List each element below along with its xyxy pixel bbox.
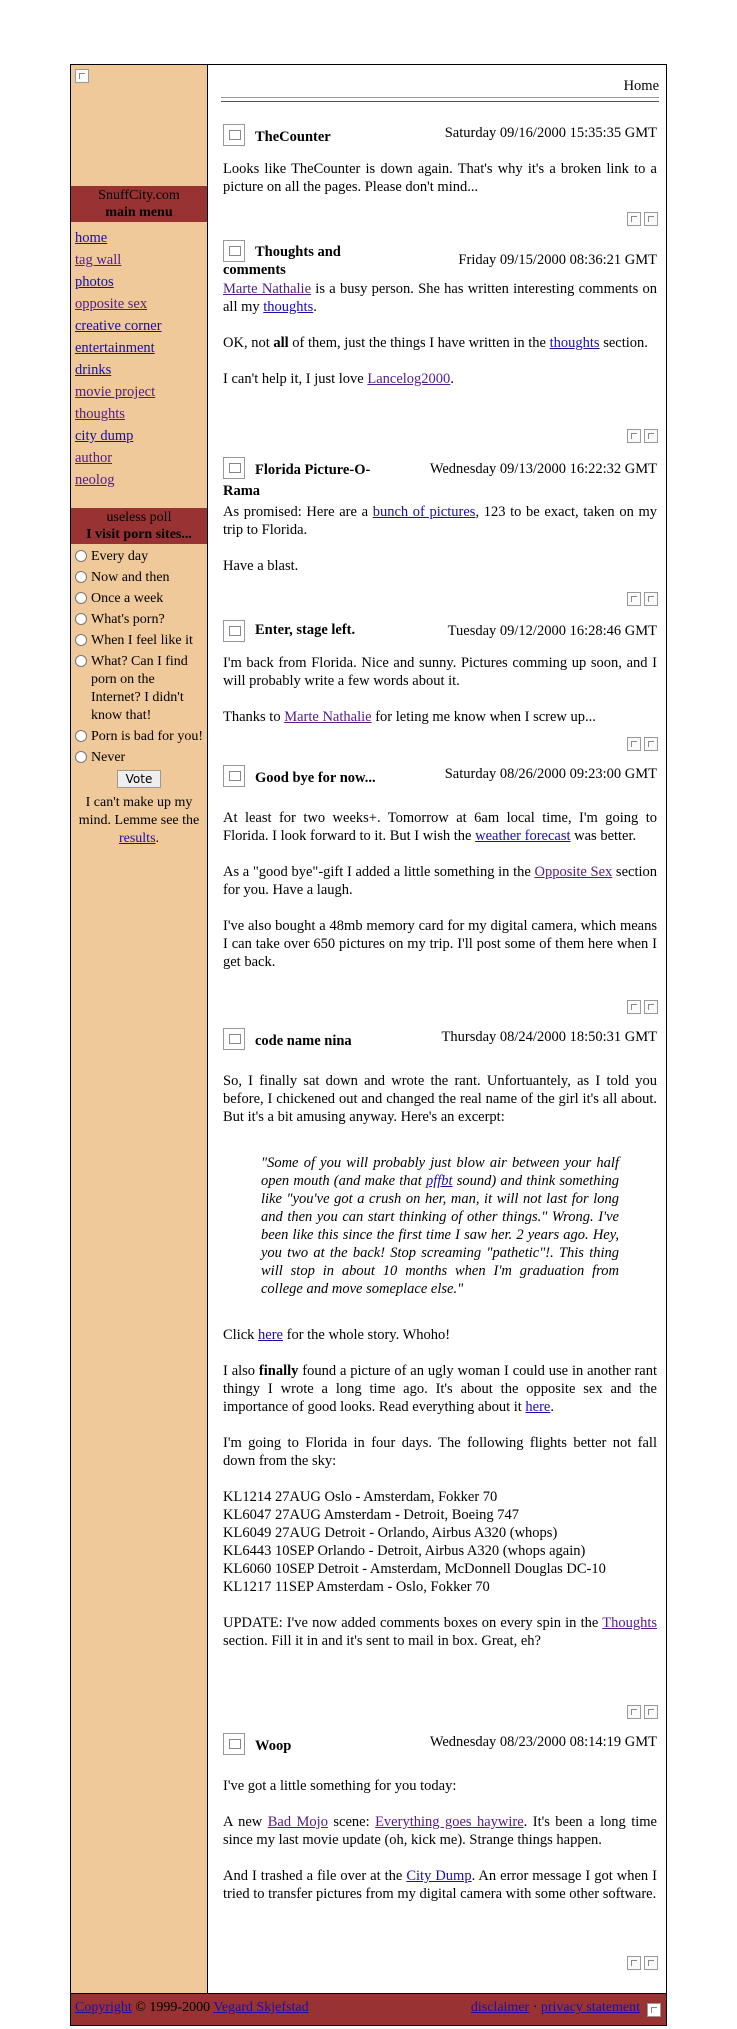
post-title: Florida Picture-O-Rama: [223, 462, 371, 499]
author-link[interactable]: Vegard Skjefstad: [213, 2000, 309, 2015]
everything-goes-haywire-link[interactable]: Everything goes haywire: [375, 1814, 524, 1830]
post-paragraph: Have a blast.: [223, 558, 299, 574]
menu-item-entertainment: [75, 337, 207, 359]
menu-link-photos[interactable]: photos: [75, 274, 114, 290]
menu-item-movie-project: [75, 381, 207, 403]
menu-link-neolog[interactable]: neolog: [75, 472, 115, 488]
thoughts-link[interactable]: Thoughts: [602, 1615, 657, 1631]
poll-title: useless poll: [106, 510, 172, 525]
post-paragraph: Marte Nathalie is a busy person. She has written interesting comments on all my thoughts.: [223, 281, 657, 315]
poll-radio[interactable]: [75, 634, 87, 646]
poll-question: I visit porn sites...: [86, 527, 192, 542]
post-title: Good bye for now...: [255, 770, 376, 786]
broken-image-icon[interactable]: [627, 212, 641, 226]
footer-right: disclaimer · privacy statement: [470, 2000, 640, 2015]
breadcrumb-home: Home: [623, 78, 659, 94]
post-footer-icons: [624, 592, 658, 606]
broken-image-icon[interactable]: [627, 1705, 641, 1719]
broken-image-icon[interactable]: [627, 1956, 641, 1970]
post-date: Tuesday 09/12/2000 16:28:46 GMT: [447, 623, 657, 639]
city-dump-link[interactable]: City Dump: [406, 1868, 472, 1884]
thoughts-link[interactable]: thoughts: [263, 299, 314, 315]
flight-item: KL6443 10SEP Orlando - Detroit, Airbus A320 (whops again): [223, 1543, 586, 1559]
post-paragraph: Thanks to Marte Nathalie for leting me know when I screw up...: [223, 709, 596, 725]
post-footer-icons: [624, 737, 658, 751]
post-header: [223, 240, 657, 280]
menu-item-opposite-sex: [75, 293, 207, 315]
poll-radio[interactable]: [75, 655, 87, 667]
site-name: SnuffCity.com: [98, 188, 180, 203]
menu-item-home: [75, 227, 207, 249]
menu-link-home[interactable]: home: [75, 230, 108, 246]
post: [223, 1733, 657, 1921]
post-date: Thursday 08/24/2000 18:50:31 GMT: [441, 1029, 657, 1045]
menu-item-thoughts: [75, 403, 207, 425]
main-menu: [71, 227, 207, 491]
flight-item: KL6049 27AUG Detroit - Orlando, Airbus A320 (whops): [223, 1525, 558, 1541]
post-title: Enter, stage left.: [255, 622, 356, 638]
post-body: [223, 280, 657, 388]
poll-radio[interactable]: [75, 613, 87, 625]
post: [223, 620, 657, 744]
footer: [71, 1993, 666, 2025]
post-title: TheCounter: [255, 129, 331, 145]
marte-nathalie-link[interactable]: Marte Nathalie: [284, 709, 372, 725]
post-paragraph: I can't help it, I just love Lancelog2000.: [223, 371, 454, 387]
post-date: Wednesday 09/13/2000 16:22:32 GMT: [429, 461, 657, 477]
post-body: [223, 809, 657, 971]
broken-image-icon[interactable]: [627, 429, 641, 443]
menu-item-creative-corner: [75, 315, 207, 337]
flight-item: KL6060 10SEP Detroit - Amsterdam, McDonnell Douglas DC-10: [223, 1561, 606, 1577]
post-date: Saturday 09/16/2000 15:35:35 GMT: [444, 125, 657, 141]
post-paragraph: As a "good bye"-gift I added a little something in the Opposite Sex section for you. Have a laugh.: [223, 864, 658, 898]
post: [223, 457, 657, 593]
broken-image-icon[interactable]: [627, 737, 641, 751]
post-icon: [223, 620, 245, 642]
menu-item-city-dump: [75, 425, 207, 447]
poll-option[interactable]: Never: [75, 749, 203, 767]
post-title: Woop: [255, 1738, 292, 1754]
thoughts-link[interactable]: thoughts: [549, 335, 600, 351]
post-header: [223, 124, 657, 160]
post-icon: [223, 124, 245, 146]
broken-image-icon[interactable]: [644, 212, 658, 226]
post-date: Friday 09/15/2000 08:36:21 GMT: [458, 252, 657, 268]
post-footer-icons: [624, 429, 658, 443]
post-footer-icons: [624, 212, 658, 226]
post-paragraph: Looks like TheCounter is down again. That's why it's a broken link to a picture on all the pages. Please don't mind...: [223, 161, 657, 195]
pffbt-link[interactable]: pffbt: [425, 1173, 453, 1189]
menu-link-drinks[interactable]: drinks: [75, 362, 112, 378]
copyright-link[interactable]: Copyright: [75, 2000, 132, 2015]
menu-link-thoughts[interactable]: thoughts: [75, 406, 125, 422]
poll-note: I can't make up my mind. Lemme see the results.: [78, 795, 200, 846]
poll-header: [71, 508, 207, 544]
privacy-statement-link[interactable]: privacy statement: [540, 2000, 640, 2015]
poll-radio[interactable]: [75, 730, 87, 742]
pictures-link[interactable]: bunch of pictures: [372, 504, 476, 520]
post-footer-icons: [624, 1000, 658, 1014]
menu-item-drinks: [75, 359, 207, 381]
flight-list: [223, 1488, 657, 1596]
poll-option[interactable]: Once a week: [75, 590, 203, 608]
menu-link-entertainment[interactable]: entertainment: [75, 340, 155, 356]
page-frame: [70, 64, 667, 2026]
vote-button[interactable]: Vote: [117, 770, 162, 788]
broken-image-icon[interactable]: [644, 592, 658, 606]
post-paragraph: At least for two weeks+. Tomorrow at 6am local time, I'm going to Florida. I look forward to it. But I wish the weather forecast was better.: [223, 810, 657, 844]
poll-radio[interactable]: [75, 571, 87, 583]
post-paragraph: So, I finally sat down and wrote the rant. Unfortuantely, as I told you before, I chickened out and changed the real name of the girl it's all about. But it's a bit amusing anyway. Here's an excerpt:: [223, 1073, 657, 1125]
whole-story-link[interactable]: here: [258, 1327, 283, 1343]
post-paragraph: I'm back from Florida. Nice and sunny. Pictures comming up soon, and I will probably write a few words about it.: [223, 655, 657, 689]
menu-item-neolog: [75, 469, 207, 491]
broken-image-icon: [75, 69, 89, 83]
post-header: [223, 765, 657, 809]
poll-radio[interactable]: [75, 751, 87, 763]
post-body: [223, 160, 657, 196]
post-paragraph: I'm going to Florida in four days. The following flights better not fall down from the sky:: [223, 1435, 657, 1469]
lancelog-link[interactable]: Lancelog2000: [367, 371, 451, 387]
post-icon: [223, 1028, 245, 1050]
poll-option[interactable]: What? Can I find porn on the Internet? I didn't know that!: [75, 653, 203, 725]
menu-item-tag-wall: [75, 249, 207, 271]
broken-image-icon[interactable]: [627, 592, 641, 606]
post-body: [223, 503, 657, 575]
post-body: [223, 1777, 657, 1903]
main-menu-header: [71, 186, 207, 222]
poll-option[interactable]: Porn is bad for you!: [75, 728, 203, 746]
menu-link-creative-corner[interactable]: creative corner: [75, 318, 162, 334]
post-header: [223, 620, 657, 654]
broken-image-icon[interactable]: [644, 1705, 658, 1719]
menu-item-author: [75, 447, 207, 469]
flight-item: KL6047 27AUG Amsterdam - Detroit, Boeing 747: [223, 1507, 520, 1523]
post-paragraph: OK, not all of them, just the things I have written in the thoughts section.: [223, 335, 648, 351]
post-paragraph: Click here for the whole story. Whoho!: [223, 1327, 451, 1343]
top-divider: [221, 97, 659, 102]
main-menu-title: main menu: [105, 205, 173, 220]
menu-link-opposite-sex[interactable]: opposite sex: [75, 296, 148, 312]
post-icon: [223, 765, 245, 787]
broken-image-icon[interactable]: [644, 1956, 658, 1970]
rant-excerpt: "Some of you will probably just blow air between your half open mouth (and make that pffbt sound) and think something like "you've got a crush on her, man, it will not last for long and then you can start thinking of other things." Wrong. I've been like this since the first time I saw her. 2 years ago. Hey, you two at the back! Stop screaming "pathetic"!. This thing will stop in about 10 months when I'm graduation from college and move someplace else.": [261, 1155, 619, 1297]
menu-item-photos: [75, 271, 207, 293]
menu-link-author[interactable]: author: [75, 450, 113, 466]
post-paragraph: A new Bad Mojo scene: Everything goes haywire. It's been a long time since my last movie update (oh, kick me). Strange things happen.: [223, 1814, 657, 1848]
post-paragraph: I also finally found a picture of an ugly woman I could use in another rant thingy I wrote a long time ago. It's about the opposite sex and the importance of good looks. Read everything about it here.: [223, 1363, 657, 1415]
post-date: Wednesday 08/23/2000 08:14:19 GMT: [429, 1734, 657, 1750]
flight-item: KL1214 27AUG Oslo - Amsterdam, Fokker 70: [223, 1489, 498, 1505]
post-paragraph: And I trashed a file over at the City Dump. An error message I got when I tried to transfer pictures from my digital camera with some other software.: [223, 1868, 658, 1902]
marte-nathalie-link[interactable]: Marte Nathalie: [223, 281, 312, 297]
post-title: Thoughts and comments: [223, 244, 341, 278]
ugly-woman-rant-link[interactable]: here: [525, 1399, 551, 1415]
post-paragraph: I've also bought a 48mb memory card for my digital camera, which means I can take over 650 pictures on my trip. I'll post some of them here when I get back.: [223, 918, 657, 970]
post-title: code name nina: [255, 1033, 352, 1049]
poll-option[interactable]: Every day: [75, 548, 203, 566]
post: [223, 765, 657, 989]
post-date: Saturday 08/26/2000 09:23:00 GMT: [444, 766, 657, 782]
poll-results-link[interactable]: results: [118, 831, 156, 846]
post-header: [223, 1733, 657, 1777]
sidebar: [71, 65, 208, 1993]
post: [223, 124, 657, 214]
flight-item: KL1217 11SEP Amsterdam - Oslo, Fokker 70: [223, 1579, 490, 1595]
post-footer-icons: [624, 1705, 658, 1719]
bad-mojo-link[interactable]: Bad Mojo: [267, 1814, 328, 1830]
broken-image-icon[interactable]: [644, 737, 658, 751]
poll-option[interactable]: Now and then: [75, 569, 203, 587]
poll-radio[interactable]: [75, 550, 87, 562]
breadcrumb: [221, 78, 659, 95]
post-body: [223, 1072, 657, 1650]
poll-radio[interactable]: [75, 592, 87, 604]
post: [223, 240, 657, 406]
post-footer-icons: [624, 1956, 658, 1970]
broken-image-icon[interactable]: [627, 1000, 641, 1014]
opposite-sex-link[interactable]: Opposite Sex: [534, 864, 613, 880]
weather-forecast-link[interactable]: weather forecast: [475, 828, 571, 844]
footer-left: Copyright © 1999-2000 Vegard Skjefstad: [75, 2000, 309, 2015]
menu-link-movie-project[interactable]: movie project: [75, 384, 156, 400]
post-icon: [223, 1733, 245, 1755]
menu-link-city-dump[interactable]: city dump: [75, 428, 134, 444]
broken-image-icon: [647, 2003, 661, 2017]
main-content: [208, 65, 666, 1993]
menu-link-tag-wall[interactable]: tag wall: [75, 252, 122, 268]
broken-image-icon[interactable]: [644, 1000, 658, 1014]
poll-option[interactable]: What's porn?: [75, 611, 203, 629]
poll-option[interactable]: When I feel like it: [75, 632, 203, 650]
post-paragraph: As promised: Here are a bunch of pictures, 123 to be exact, taken on my trip to Florida.: [223, 504, 658, 538]
post: [223, 1028, 657, 1668]
post-body: [223, 654, 657, 726]
post-header: [223, 1028, 657, 1072]
post-header: [223, 457, 657, 503]
post-paragraph: I've got a little something for you today:: [223, 1778, 457, 1794]
disclaimer-link[interactable]: disclaimer: [470, 2000, 530, 2015]
poll-form: [71, 546, 203, 848]
post-paragraph: UPDATE: I've now added comments boxes on every spin in the Thoughts section. Fill it in and it's sent to mail in box. Great, eh?: [223, 1615, 657, 1649]
broken-image-icon[interactable]: [644, 429, 658, 443]
